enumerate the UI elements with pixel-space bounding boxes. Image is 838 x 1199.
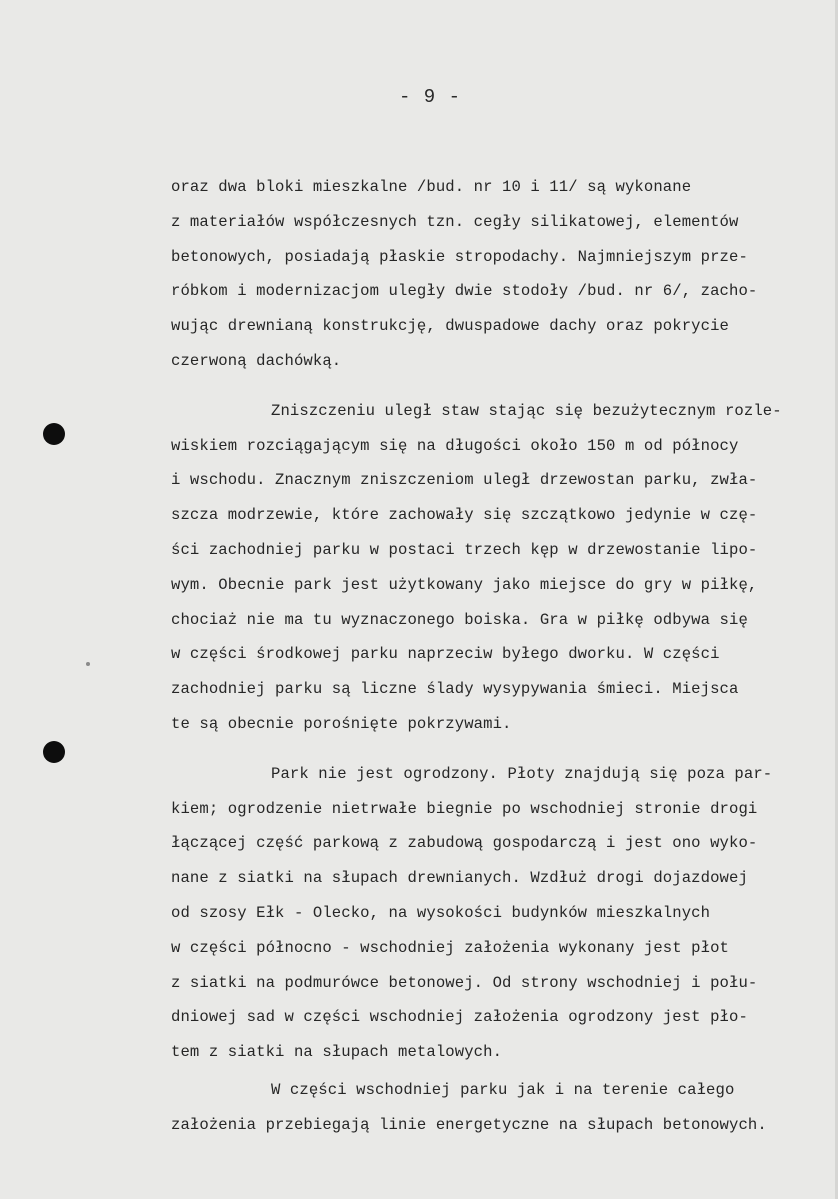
text-line: W części wschodniej parku jak i na terenie całego (271, 1080, 735, 1099)
text-line: betonowych, posiadają płaskie stropodachy. Najmniejszym prze- (171, 247, 748, 266)
text-line: z materiałów współczesnych tzn. cegły silikatowej, elementów (171, 212, 739, 231)
document-body (171, 170, 836, 1143)
text-line: w części północno - wschodniej założenia wykonany jest płot (171, 938, 730, 957)
text-line: wym. Obecnie park jest użytkowany jako miejsce do gry w piłkę, (171, 575, 758, 594)
paragraph-3 (171, 757, 836, 1070)
paper-speck (86, 662, 90, 666)
text-line: te są obecnie porośnięte pokrzywami. (171, 714, 512, 733)
text-line: róbkom i modernizacjom uległy dwie stodoły /bud. nr 6/, zacho- (171, 282, 758, 301)
text-line: chociaż nie ma tu wyznaczonego boiska. Gra w piłkę odbywa się (171, 610, 748, 629)
text-line: Park nie jest ogrodzony. Płoty znajdują się poza par- (271, 764, 773, 783)
paragraph-spacer (171, 379, 836, 394)
text-line: czerwoną dachówką. (171, 351, 342, 370)
text-line: ści zachodniej parku w postaci trzech kęp w drzewostanie lipo- (171, 540, 758, 559)
paragraph-4 (171, 1073, 836, 1143)
text-line: Zniszczeniu uległ staw stając się bezużytecznym rozle- (271, 401, 782, 420)
text-line: w części środkowej parku naprzeciw byłego dworku. W części (171, 645, 720, 664)
paragraph-spacer (171, 742, 836, 757)
text-line: wiskiem rozciągającym się na długości około 150 m od północy (171, 436, 739, 455)
text-line: kiem; ogrodzenie nietrwałe biegnie po wschodniej stronie drogi (171, 799, 758, 818)
text-line: wując drewnianą konstrukcję, dwuspadowe dachy oraz pokrycie (171, 317, 730, 336)
paragraph-2 (171, 394, 836, 742)
text-line: łączącej część parkową z zabudową gospodarczą i jest ono wyko- (171, 834, 758, 853)
text-line: nane z siatki na słupach drewnianych. Wzdłuż drogi dojazdowej (171, 869, 748, 888)
text-line: od szosy Ełk - Olecko, na wysokości budynków mieszkalnych (171, 903, 711, 922)
punch-hole-top (43, 423, 65, 445)
page-number: - 9 - (398, 86, 461, 108)
punch-hole-bottom (43, 741, 65, 763)
text-line: szcza modrzewie, które zachowały się szczątkowo jedynie w czę- (171, 506, 758, 525)
text-line: założenia przebiegają linie energetyczne na słupach betonowych. (171, 1115, 767, 1134)
text-line: dniowej sad w części wschodniej założenia ogrodzony jest pło- (171, 1008, 748, 1027)
text-line: zachodniej parku są liczne ślady wysypywania śmieci. Miejsca (171, 680, 739, 699)
text-line: i wschodu. Znacznym zniszczeniom uległ drzewostan parku, zwła- (171, 471, 758, 490)
text-line: oraz dwa bloki mieszkalne /bud. nr 10 i 11/ są wykonane (171, 178, 692, 196)
paragraph-1 (171, 170, 836, 379)
text-line: z siatki na podmurówce betonowej. Od strony wschodniej i połu- (171, 973, 758, 992)
text-line: tem z siatki na słupach metalowych. (171, 1043, 503, 1062)
